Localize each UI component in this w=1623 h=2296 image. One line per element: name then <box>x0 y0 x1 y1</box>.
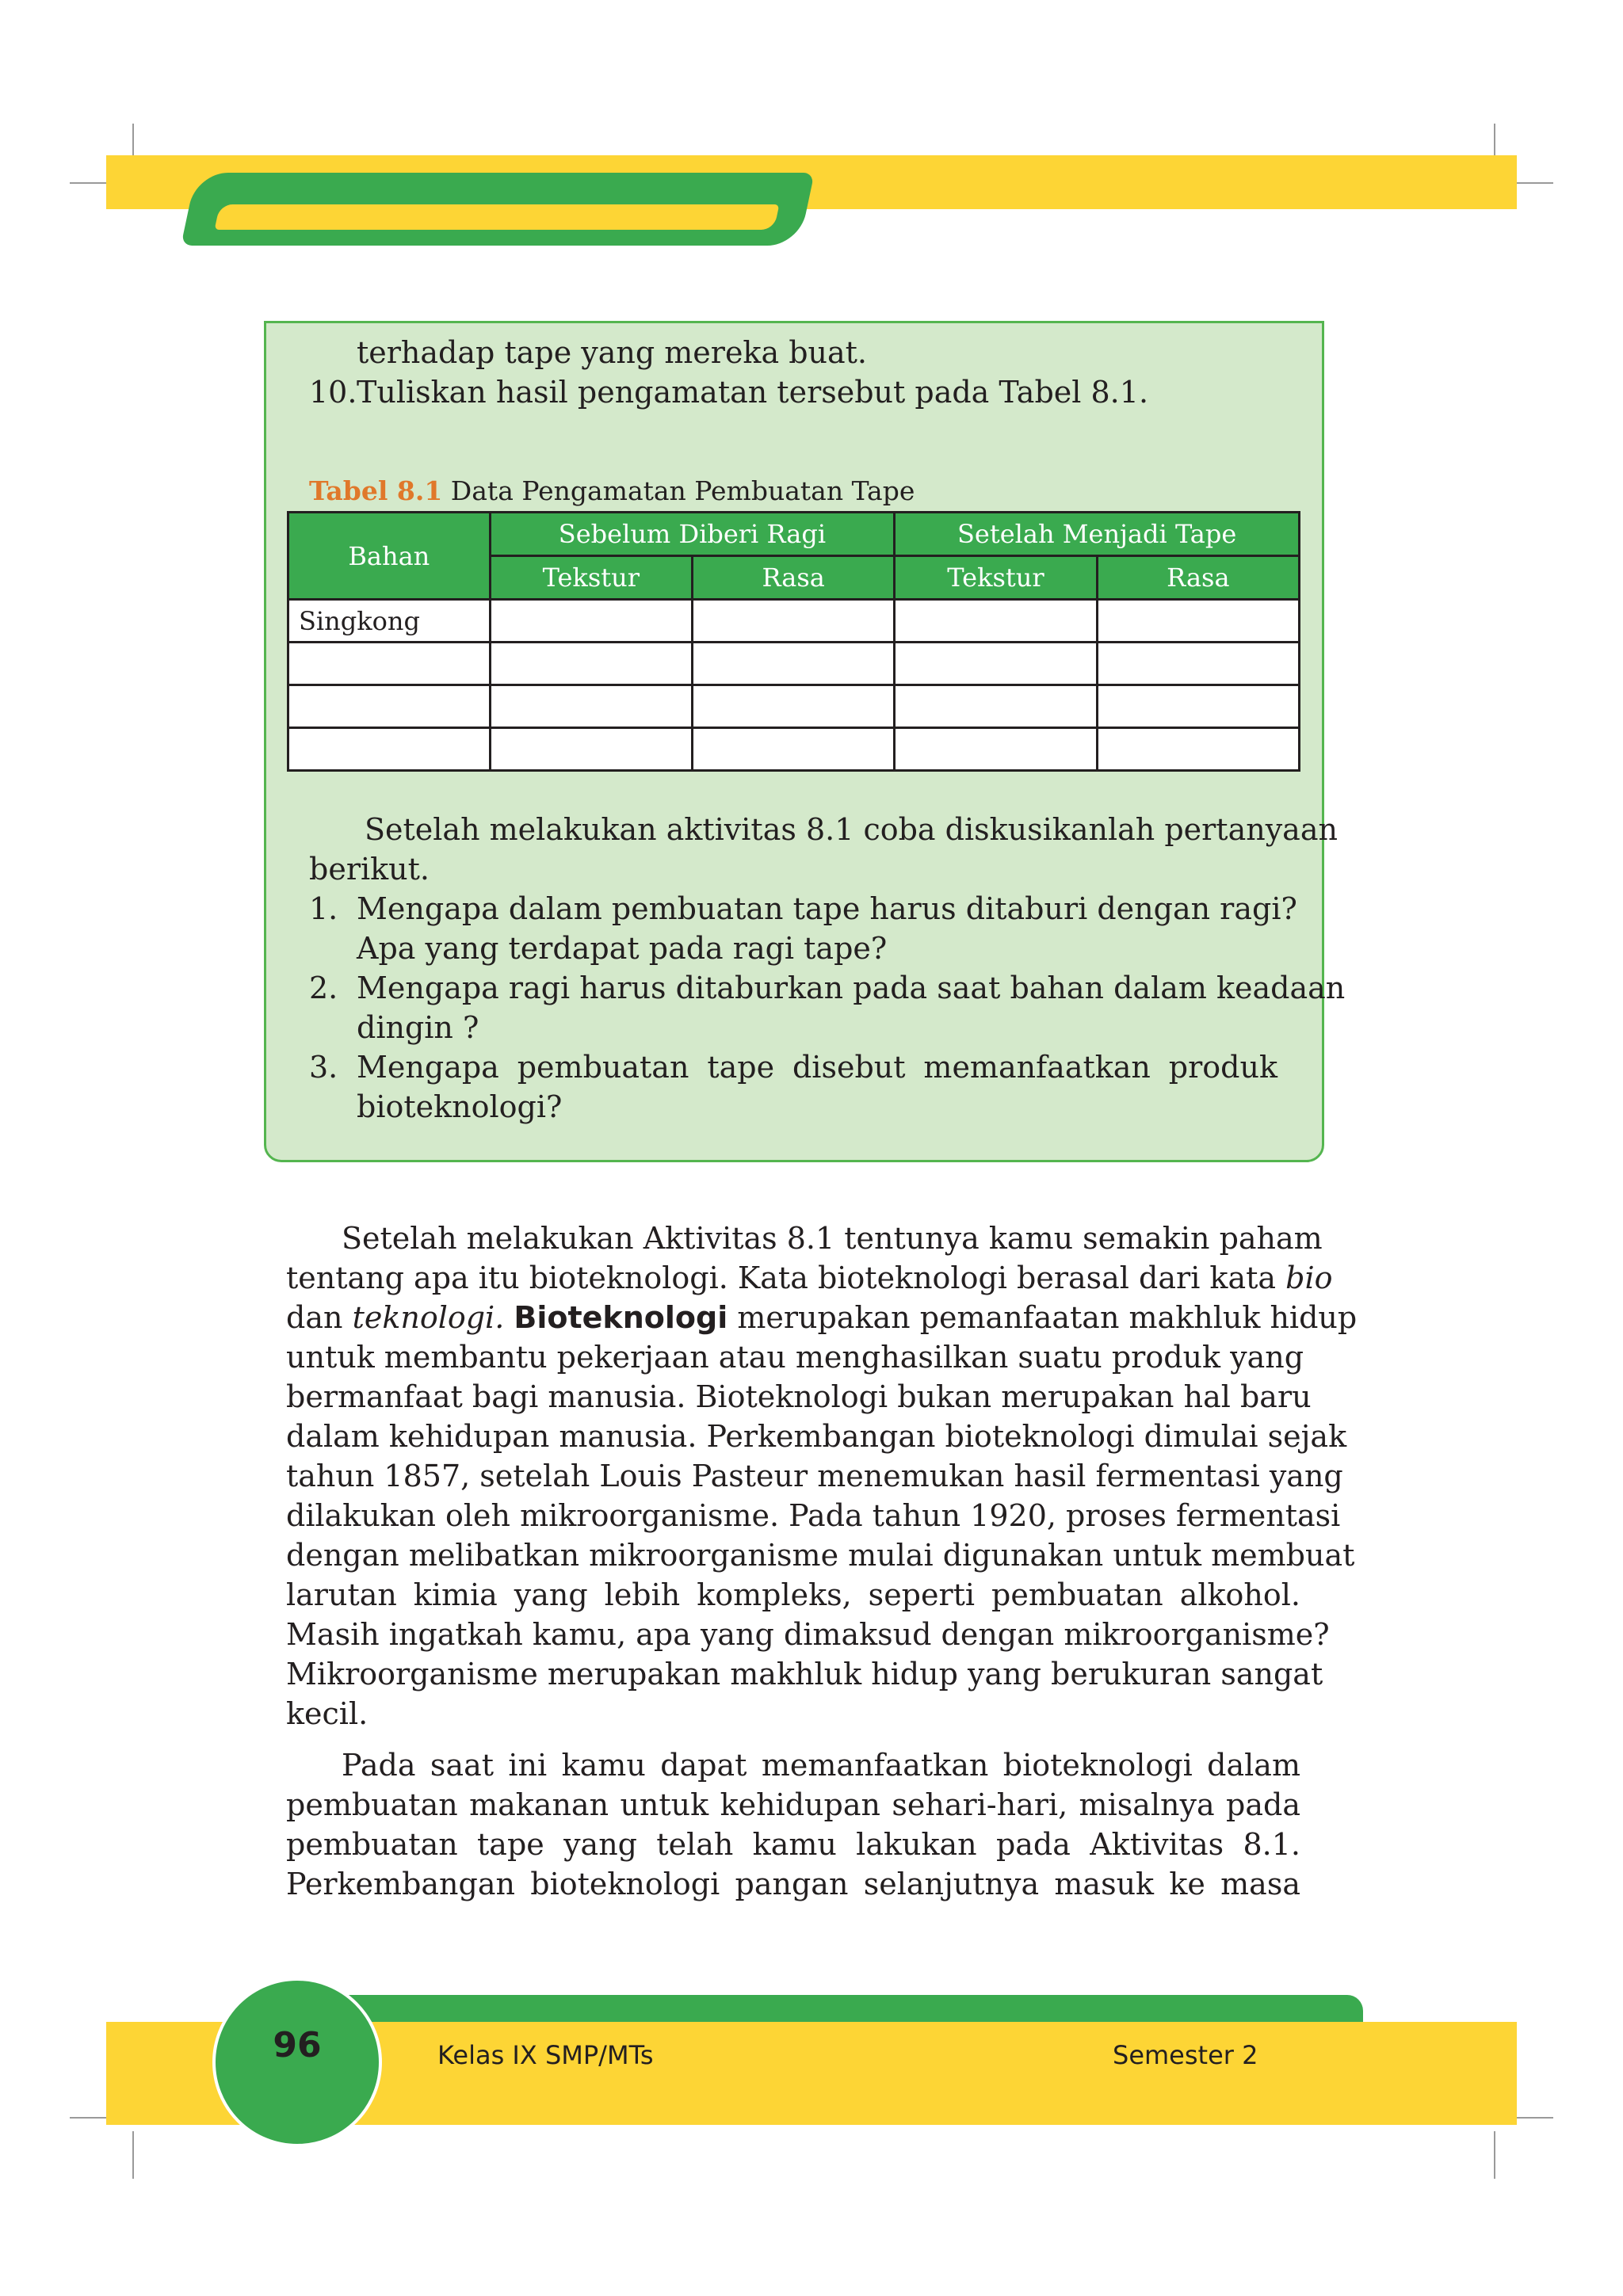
question-text: Mengapa dalam pembuatan tape harus ditaburi dengan ragi? <box>357 891 1297 926</box>
question-text: Apa yang terdapat pada ragi tape? <box>357 931 888 966</box>
bahan-cell: Singkong <box>288 600 491 643</box>
page-number: 96 <box>273 2025 322 2065</box>
paragraph-line: Masih ingatkah kamu, apa yang dimaksud dengan mikroorganisme? <box>286 1617 1330 1652</box>
word-teknologi: teknologi. <box>352 1300 505 1335</box>
table-cell <box>490 600 692 643</box>
paragraph-line: Mikroorganisme merupakan makhluk hidup yang berukuran sangat <box>286 1657 1323 1691</box>
word-dan: dan <box>286 1300 343 1335</box>
subheader-cell: Rasa <box>1097 556 1299 600</box>
footer-class-label: Kelas IX SMP/MTs <box>437 2040 654 2070</box>
table-cell <box>1097 728 1299 771</box>
table-cell <box>895 685 1097 728</box>
paragraph-line: pembuatan tape yang telah kamu lakukan pada Aktivitas 8.1. <box>286 1827 1300 1862</box>
table-cell <box>1097 600 1299 643</box>
crop-mark <box>132 2131 134 2179</box>
question-number: 3. <box>309 1050 338 1085</box>
table-cell <box>895 600 1097 643</box>
question-number: 2. <box>309 971 338 1005</box>
term-bioteknologi: Bioteknologi <box>514 1300 728 1335</box>
table-cell <box>490 685 692 728</box>
table-cell <box>693 728 895 771</box>
header-tab-inner-bar <box>215 204 780 230</box>
table-cell <box>693 643 895 685</box>
paragraph-line: tahun 1857, setelah Louis Pasteur menemukan hasil fermentasi yang <box>286 1459 1343 1493</box>
table-caption <box>309 474 915 509</box>
paragraph-line: bermanfaat bagi manusia. Bioteknologi bukan merupakan hal baru <box>286 1379 1312 1414</box>
question-number: 1. <box>309 891 338 926</box>
table-row <box>288 643 1300 685</box>
footer-green-stripe <box>317 1995 1363 2022</box>
observation-table <box>287 511 1300 772</box>
question-text: Mengapa pembuatan tape disebut memanfaatkan produk <box>357 1050 1277 1085</box>
bahan-cell <box>288 728 491 771</box>
paragraph-line-text: merupakan pemanfaatan makhluk hidup <box>737 1300 1358 1335</box>
activity-intro-line: terhadap tape yang mereka buat. <box>357 335 867 370</box>
question-text: dingin ? <box>357 1010 479 1045</box>
header-group-sebelum: Sebelum Diberi Ragi <box>490 513 895 556</box>
table-cell <box>490 643 692 685</box>
bahan-cell <box>288 685 491 728</box>
paragraph-line: Perkembangan bioteknologi pangan selanjutnya masuk ke masa <box>286 1867 1300 1901</box>
paragraph-line <box>286 1298 1358 1337</box>
paragraph-line: Setelah melakukan Aktivitas 8.1 tentunya kamu semakin paham <box>342 1221 1323 1256</box>
table-cell <box>895 643 1097 685</box>
question-text: bioteknologi? <box>357 1089 563 1124</box>
paragraph-line: dengan melibatkan mikroorganisme mulai digunakan untuk membuat <box>286 1538 1355 1573</box>
discussion-intro-line: Setelah melakukan aktivitas 8.1 coba diskusikanlah pertanyaan <box>365 812 1338 847</box>
subheader-cell: Rasa <box>693 556 895 600</box>
subheader-cell: Tekstur <box>895 556 1097 600</box>
paragraph-line <box>286 1258 1333 1298</box>
step-number: 10. <box>309 375 357 410</box>
header-group-setelah: Setelah Menjadi Tape <box>895 513 1300 556</box>
header-bahan: Bahan <box>288 513 491 600</box>
paragraph-line-text: tentang apa itu bioteknologi. Kata bioteknologi berasal dari kata <box>286 1261 1277 1295</box>
word-bio: bio <box>1285 1261 1333 1295</box>
body-paragraph-2 <box>286 1745 1300 1904</box>
paragraph-line: larutan kimia yang lebih kompleks, seperti pembuatan alkohol. <box>286 1577 1300 1612</box>
paragraph-line: pembuatan makanan untuk kehidupan sehari-hari, misalnya pada <box>286 1787 1300 1822</box>
table-row <box>288 685 1300 728</box>
paragraph-line: dalam kehidupan manusia. Perkembangan bioteknologi dimulai sejak <box>286 1419 1347 1454</box>
table-cell <box>490 728 692 771</box>
table-caption-text: Data Pengamatan Pembuatan Tape <box>450 475 915 506</box>
subheader-cell: Tekstur <box>490 556 692 600</box>
table-caption-label: Tabel 8.1 <box>309 475 443 506</box>
table-cell <box>693 685 895 728</box>
paragraph-line: Pada saat ini kamu dapat memanfaatkan bioteknologi dalam <box>342 1748 1300 1783</box>
footer-semester-label: Semester 2 <box>1113 2040 1258 2070</box>
body-paragraph-1 <box>286 1219 1358 1733</box>
paragraph-line: untuk membantu pekerjaan atau menghasilkan suatu produk yang <box>286 1340 1304 1375</box>
paragraph-line: dilakukan oleh mikroorganisme. Pada tahun 1920, proses fermentasi <box>286 1498 1341 1533</box>
table-row <box>288 600 1300 643</box>
table-cell <box>693 600 895 643</box>
table-cell <box>1097 643 1299 685</box>
step-text: Tuliskan hasil pengamatan tersebut pada Tabel 8.1. <box>357 375 1149 410</box>
discussion-intro-line: berikut. <box>309 852 430 887</box>
question-text: Mengapa ragi harus ditaburkan pada saat bahan dalam keadaan <box>357 971 1346 1005</box>
table-cell <box>1097 685 1299 728</box>
table-cell <box>895 728 1097 771</box>
crop-mark <box>1494 2131 1495 2179</box>
table-row <box>288 728 1300 771</box>
bahan-cell <box>288 643 491 685</box>
paragraph-line: kecil. <box>286 1696 369 1731</box>
